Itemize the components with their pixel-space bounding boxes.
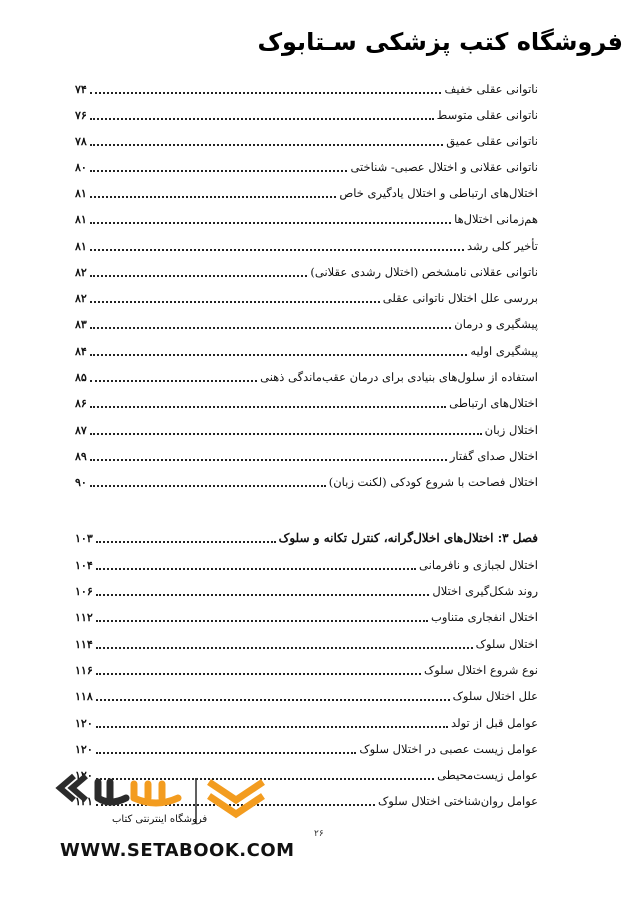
toc-row xyxy=(75,183,538,203)
toc-entry-page: ۸۶ xyxy=(75,396,87,410)
toc-row xyxy=(75,131,538,151)
toc-entry-page: ۸۲ xyxy=(75,291,87,305)
toc-entry-title: اختلال صدای گفتار xyxy=(449,449,538,463)
toc-row xyxy=(75,686,538,706)
toc-entry-page: ۱۱۶ xyxy=(75,663,93,677)
toc-leader-dots xyxy=(96,647,473,649)
toc-leader-dots xyxy=(90,196,336,198)
toc-entry-page: ۸۰ xyxy=(75,160,87,174)
toc-leader-dots xyxy=(90,433,482,435)
toc-row xyxy=(75,341,538,361)
toc-entry-page: ۱۱۸ xyxy=(75,689,93,703)
toc-entry-page: ۱۲۰ xyxy=(75,742,93,756)
toc-entry-title: اختلال‌های ارتباطی و اختلال یادگیری خاص xyxy=(339,186,538,200)
toc-entry-page: ۱۱۲ xyxy=(75,610,93,624)
toc-entry-title: بررسی علل اختلال ناتوانی عقلی xyxy=(382,291,538,305)
chevron-icon xyxy=(209,782,263,814)
toc-row xyxy=(75,420,538,440)
toc-row xyxy=(75,607,538,627)
page-number: ۲۶ xyxy=(314,829,324,839)
toc-leader-dots xyxy=(90,92,442,94)
toc-entry-title: عوامل زیست عصبی در اختلال سلوک xyxy=(359,742,538,756)
toc-entry-page: ۱۰۴ xyxy=(75,558,93,572)
toc-row xyxy=(75,79,538,99)
toc-entry-page: ۱۰۳ xyxy=(75,531,93,545)
toc-entry-page: ۸۱ xyxy=(75,212,87,226)
toc-leader-dots xyxy=(90,222,451,224)
toc-entry-title: اختلال‌های ارتباطی xyxy=(449,396,538,410)
toc-row xyxy=(75,446,538,466)
toc-leader-dots xyxy=(90,144,443,146)
toc-entry-title: تأخیر کلی رشد xyxy=(466,239,538,253)
toc-leader-dots xyxy=(90,118,434,120)
toc-entry-title: فصل ۳: اختلال‌های اخلال‌گرانه، کنترل تکانه و سلوک xyxy=(278,531,538,545)
toc-leader-dots xyxy=(96,752,357,754)
toc-row xyxy=(75,739,538,759)
toc-entry-title: عوامل قبل از تولد xyxy=(451,716,538,730)
toc-leader-dots xyxy=(96,699,450,701)
toc-row xyxy=(75,157,538,177)
toc-leader-dots xyxy=(96,594,430,596)
toc-row xyxy=(75,105,538,125)
toc-entry-page: ۱۲۱ xyxy=(75,794,93,808)
toc-entry-page: ۸۴ xyxy=(75,344,87,358)
toc-leader-dots xyxy=(90,354,468,356)
toc-row xyxy=(75,209,538,229)
toc-row xyxy=(75,314,538,334)
toc-entry-page: ۸۲ xyxy=(75,265,87,279)
toc-entry-title: ناتوانی عقلی عمیق xyxy=(446,134,538,148)
toc-entry-title: عوامل روان‌شناختی اختلال سلوک xyxy=(377,794,538,808)
toc-row xyxy=(75,581,538,601)
toc-row xyxy=(75,660,538,680)
double-chevron-icon xyxy=(60,776,86,800)
toc-leader-dots xyxy=(90,485,326,487)
toc-entry-page: ۹۰ xyxy=(75,475,87,489)
toc-entry-page: ۸۱ xyxy=(75,186,87,200)
toc-entry-title: علل اختلال سلوک xyxy=(452,689,538,703)
toc-entry-page: ۸۳ xyxy=(75,317,87,331)
logo-url: WWW.SETABOOK.COM xyxy=(60,840,295,861)
toc-entry-page: ۷۸ xyxy=(75,134,87,148)
toc-entry-title: هم‌زمانی اختلال‌ها xyxy=(454,212,538,226)
toc-entry-title: اختلال لجبازی و نافرمانی xyxy=(419,558,538,572)
page-header-title: فروشگاه کتب پزشکی سـتابوک xyxy=(257,28,623,56)
toc-entry-title: اختلال فصاحت با شروع کودکی (لکنت زبان) xyxy=(328,475,538,489)
toc-entry-page: ۱۱۴ xyxy=(75,637,93,651)
toc-entry-page: ۱۲۰ xyxy=(75,768,93,782)
toc-row xyxy=(75,634,538,654)
toc-chapter-row xyxy=(75,528,538,548)
toc-entry-page: ۸۱ xyxy=(75,239,87,253)
toc-entry-title: پیشگیری اولیه xyxy=(470,344,538,358)
toc-leader-dots xyxy=(96,620,428,622)
toc-row xyxy=(75,262,538,282)
toc-entry-title: اختلال زبان xyxy=(484,423,538,437)
toc-row xyxy=(75,236,538,256)
toc-entry-title: پیشگیری و درمان xyxy=(454,317,538,331)
toc-leader-dots xyxy=(90,275,308,277)
toc-entry-page: ۸۷ xyxy=(75,423,87,437)
toc-leader-dots xyxy=(90,459,447,461)
toc-entry-title: اختلال انفجاری متناوب xyxy=(431,610,538,624)
toc-row xyxy=(75,555,538,575)
toc-entry-title: ناتوانی عقلی خفیف xyxy=(444,82,538,96)
toc-entry-title: ناتوانی عقلانی و اختلال عصبی- شناختی xyxy=(350,160,538,174)
toc-entry-title: ناتوانی عقلانی نامشخص (اختلال رشدی عقلانی) xyxy=(310,265,538,279)
logo-tagline: فروشگاه اینترنتی کتاب xyxy=(112,814,208,825)
toc-row xyxy=(75,393,538,413)
toc-entry-title: روند شکل‌گیری اختلال xyxy=(432,584,538,598)
toc-leader-dots xyxy=(96,541,276,543)
brand-wordmark-icon xyxy=(98,782,178,803)
toc-leader-dots xyxy=(90,170,348,172)
toc-leader-dots xyxy=(90,327,451,329)
toc-leader-dots xyxy=(90,249,464,251)
toc-leader-dots xyxy=(90,406,446,408)
toc-entry-page: ۸۹ xyxy=(75,449,87,463)
toc-entry-title: نوع شروع اختلال سلوک xyxy=(423,663,538,677)
toc-row xyxy=(75,472,538,492)
toc-leader-dots xyxy=(96,726,448,728)
toc-entry-page: ۱۰۶ xyxy=(75,584,93,598)
toc-entry-page: ۷۶ xyxy=(75,108,87,122)
toc-entry-title: استفاده از سلول‌های بنیادی برای درمان عقب‌ماندگی ذهنی xyxy=(260,370,538,384)
toc-entry-title: ناتوانی عقلی متوسط xyxy=(436,108,538,122)
toc-entry-page: ۷۴ xyxy=(75,82,87,96)
toc-entry-title: عوامل زیست‌محیطی xyxy=(437,768,538,782)
toc-entry-page: ۱۲۰ xyxy=(75,716,93,730)
toc-leader-dots xyxy=(90,380,257,382)
toc-row xyxy=(75,288,538,308)
toc-row xyxy=(75,367,538,387)
toc-leader-dots xyxy=(90,301,380,303)
toc-leader-dots xyxy=(96,568,416,570)
toc-row xyxy=(75,713,538,733)
toc-entry-title: اختلال سلوک xyxy=(475,637,538,651)
toc-entry-page: ۸۵ xyxy=(75,370,87,384)
toc-leader-dots xyxy=(96,673,421,675)
